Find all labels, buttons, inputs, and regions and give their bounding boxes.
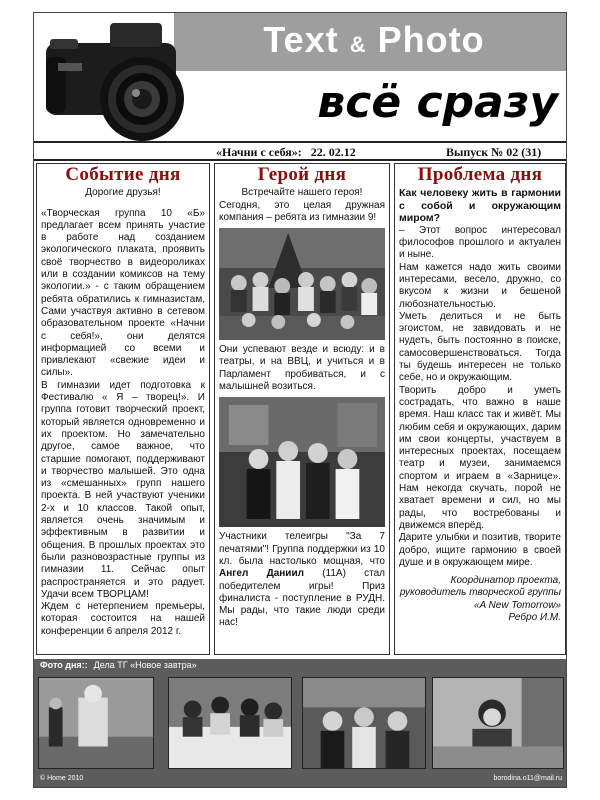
newspaper-page	[33, 12, 567, 788]
footer-label: Фото дня::	[40, 660, 88, 670]
hero-heading: Герой дня	[257, 164, 347, 185]
column-event	[36, 163, 210, 655]
problem-paragraph: Творить добро и уметь сострадать, что важно в наше время. Наш класс так и живёт. Мы любим себя и окружающих, дарим им свои концерты, участвуем в интересных проектах, посещаем театр и музеи, занимаемся спортом и играем в «Зарнице». Нам некогда скучать, порой не хватает времени и сил, но мы рады, что востребованы и движемся вперёд.	[399, 384, 561, 531]
problem-paragraph: – Этот вопрос интересовал философов прошлого и актуален и ныне.	[399, 224, 561, 261]
column-hero	[214, 163, 390, 655]
footer-credits	[40, 775, 562, 782]
footer-caption: Дела ТГ «Новое завтра»	[93, 660, 197, 670]
issue-total: (31)	[521, 145, 542, 159]
event-paragraph: Ждем с нетерпением премьеры, которая состоится на нашей конференции 6 апреля 2012 г.	[41, 601, 205, 637]
problem-paragraph: Уметь делиться и не быть эгоистом, не завидовать и не нудеть, быть постоянно в поиске, самосовершенствоваться. Тогда ты будешь интересен не только себе, но и окружающим.	[399, 310, 561, 384]
masthead-title	[184, 19, 564, 61]
issue-date: 22. 02.12	[310, 145, 356, 159]
hero-text-2: Они успевают везде и всюду: и в театры, и на ВВЦ, и учиться и в Парламент пробиваться, и с малышней возиться.	[219, 344, 385, 393]
event-paragraph: «Творческая группа 10 «Б» предлагает всем принять участие в работе над созданием экологического плаката, проявить своё творчество в видеороликах или в создании комиксов на тему экологии.» - с таким обращением ребята обратились к гимназистам, Сами участвуя активно в сетевом образовательном проекте «Начни с себя!», они делятся информацией со всеми и привлекают «свежие идеи и силы».	[41, 207, 205, 379]
footer-photo-2	[168, 677, 292, 769]
event-greeting: Дорогие друзья!	[85, 187, 161, 199]
title-word-1: Text	[263, 19, 339, 60]
hero-intro: Сегодня, это целая дружная компания – ребята из гимназии 9!	[219, 199, 385, 223]
problem-paragraph: Дарите улыбки и позитив, творите добро, ищите гармонию в своей душе и в окружающем мире.	[399, 532, 561, 568]
signature: Координатор проекта, руководитель творческой группы «A New Tomorrow»	[399, 575, 561, 611]
hero-text-3	[219, 531, 385, 629]
problem-question: Как человеку жить в гармонии с собой и окружающим миром?	[399, 187, 561, 225]
masthead	[34, 13, 567, 141]
signature-name: Ребро И.М.	[508, 612, 561, 623]
masthead-subtitle: всё сразу	[317, 77, 558, 128]
group-photo	[219, 228, 385, 340]
footer-photo-4	[432, 677, 564, 769]
camera-icon	[36, 13, 208, 141]
team-photo	[219, 397, 385, 527]
issue-label: Выпуск №	[446, 145, 504, 159]
copyright: © Home 2010	[40, 775, 84, 782]
hero-text-3-end: (11А) стал победителем игры! Приз финалиста - поступление в РУДН. Мы рады, что такие люди среди нас!	[219, 568, 385, 629]
photo-of-the-day-strip	[34, 659, 567, 788]
title-word-2: Photo	[377, 19, 485, 60]
issue-info-bar	[34, 143, 567, 161]
winner-name: Ангел Даниил	[219, 568, 304, 580]
footer-photo-3	[302, 677, 426, 769]
column-date	[216, 145, 356, 160]
event-heading: Событие дня	[65, 164, 181, 185]
problem-paragraph: Нам кажется надо жить своими интересами, весело, дружно, со вкусом к жизни и бешеной любознательностью.	[399, 261, 561, 310]
contact-email[interactable]: borodina.o11@mail.ru	[493, 775, 562, 782]
issue-number	[446, 145, 541, 160]
column-problem	[394, 163, 566, 655]
footer-photo-1	[38, 677, 154, 769]
issue-num-value: 02	[506, 145, 519, 159]
event-paragraph: В гимназии идет подготовка к Фестивалю « Я – творец!». И группа готовит творческий проект, который является одновременно и их проектом. Но замечательно другое, самое важное, что старшие помогают, поддерживают и творчество малышей. Это одна из «смешанных» групп нашего проекта. В ней участвуют ученики 2-х и 10 классов. Такой опыт, является очень значимым и эффективным в развитии и общения. В прошлых проектах это были разновозрастные группы из гимназии 11. Сейчас опыт распространяется и это радует. Удачи всем ТВОРЦАМ!	[41, 379, 205, 600]
problem-heading: Проблема дня	[417, 164, 543, 185]
hero-intro-heading: Встречайте нашего героя!	[241, 187, 363, 199]
footer-heading	[40, 660, 197, 670]
hero-text-3-start: Участники телеигры "За 7 печатями"! Группа поддержки из 10 кл. была настолько мощная, что	[219, 531, 385, 567]
title-ampersand: &	[349, 32, 367, 57]
column-name: «Начни с себя»:	[216, 145, 302, 159]
